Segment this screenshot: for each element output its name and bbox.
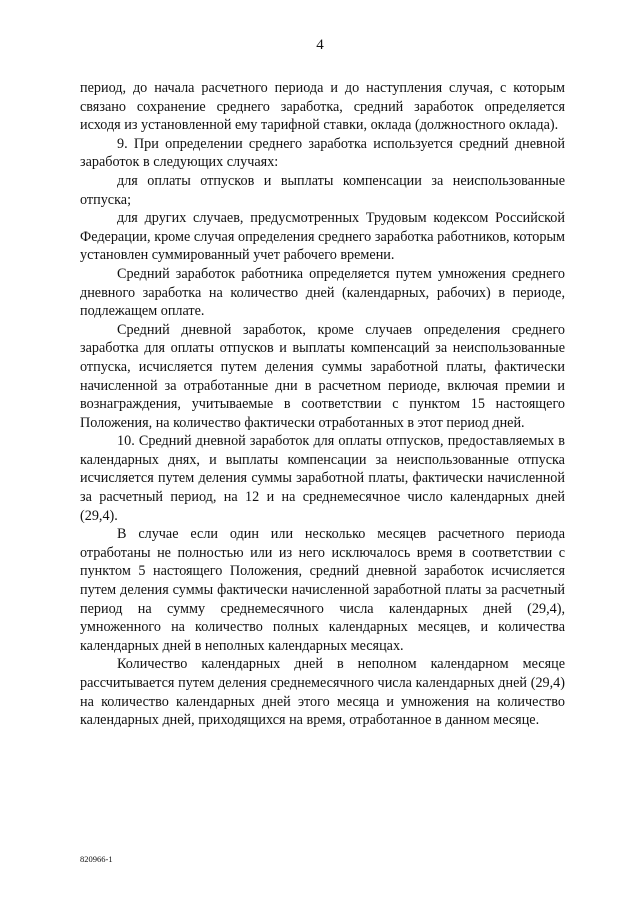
document-code: 820966-1 [80,854,113,864]
paragraph-average-earnings: Средний заработок работника определяется путем умножения среднего дневного заработка на количество дней (календарных, рабочих) в периоде, подлежащем оплате. [80,265,565,320]
document-body [80,79,565,730]
paragraph-daily-earnings: Средний дневной заработок, кроме случаев определения среднего заработка для оплаты отпусков и выплаты компенсаций за неиспользованные отпуска, исчисляется путем деления суммы заработной платы, фактически начисленной за отработанные дни в расчетном периоде, включая премии и вознаграждения, учитываемые в соответствии с пунктом 15 настоящего Положения, на количество фактически отработанных в этот период дней. [80,321,565,431]
paragraph-clause-10: 10. Средний дневной заработок для оплаты отпусков, предоставляемых в календарных днях, и выплаты компенсации за неиспользованные отпуска исчисляется путем деления суммы заработной платы, фактически начисленной за расчетный период, на 12 и на среднемесячное число календарных дней (29,4). [80,433,565,524]
paragraph-other-cases: для других случаев, предусмотренных Трудовым кодексом Российской Федерации, кроме случая определения среднего заработка работников, которым установлен суммированный учет рабочего времени. [80,210,565,264]
paragraph-vacation-case: для оплаты отпусков и выплаты компенсации за неиспользованные отпуска; [80,172,565,208]
paragraph-continuation: период, до начала расчетного периода и до наступления случая, с которым связано сохранение среднего заработка, средний заработок определяется исходя из установленной ему тарифной ставки, оклада (должностного оклада). [80,80,565,134]
page-number: 4 [316,37,324,53]
paragraph-calendar-days: Количество календарных дней в неполном календарном месяце рассчитывается путем деления среднемесячного числа календарных дней (29,4) на количество календарных дней этого месяца и умножения на количество календарных дней, приходящихся на время, отработанное в данном месяце. [80,656,565,729]
paragraph-incomplete-months: В случае если один или несколько месяцев расчетного периода отработаны не полностью или из него исключалось время в соответствии с пунктом 5 настоящего Положения, средний дневной заработок исчисляется путем деления суммы фактически начисленной заработной платы за расчетный период на сумму среднемесячного числа календарных дней (29,4), умноженного на количество полных календарных месяцев, и количества календарных дней в неполных календарных месяцах. [80,526,565,654]
paragraph-clause-9: 9. При определении среднего заработка используется средний дневной заработок в следующих случаях: [80,135,565,171]
